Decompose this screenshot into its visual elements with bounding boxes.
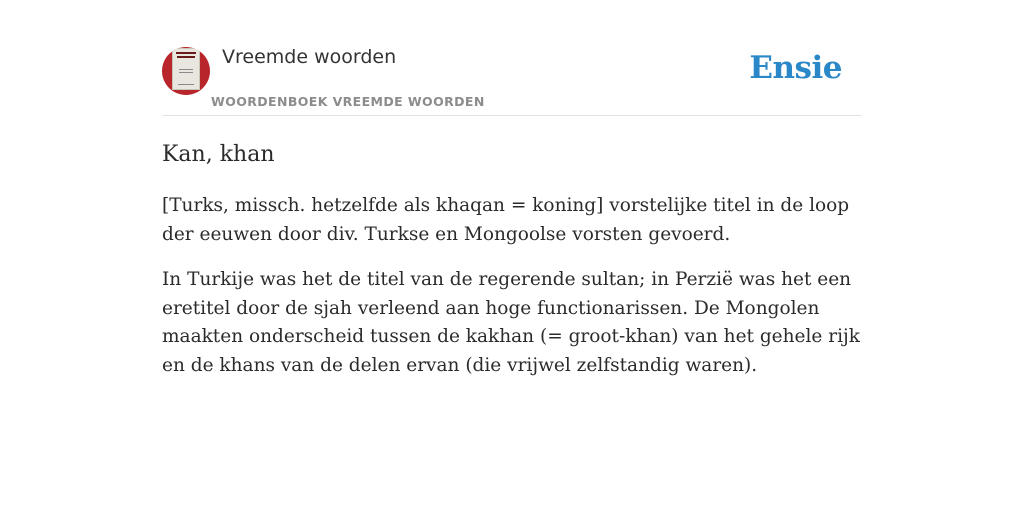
entry-header [162, 44, 862, 116]
entry-paragraph-2: In Turkije was het de titel van de regerende sultan; in Perzië was het een eretitel door de sjah verleend aan hoge functionarissen. De Mongolen maakten onderscheid tussen de kakhan (= groot-khan) van het gehele rijk en de khans van de delen ervan (die vrijwel zelfstandig waren). [162, 269, 860, 376]
entry-card [162, 44, 862, 380]
entry-term: Kan, khan [162, 142, 275, 167]
source-book-title[interactable]: Vreemde woorden [222, 46, 397, 68]
entry-paragraph-1: [Turks, missch. hetzelfde als khaqan = koning] vorstelijke titel in de loop der eeuwen door div. Turkse en Mongoolse vorsten gevoerd. [162, 195, 850, 245]
book-cover-icon[interactable] [162, 47, 210, 95]
brand-logo[interactable]: Ensie [749, 50, 842, 86]
source-subtitle[interactable]: WOORDENBOEK VREEMDE WOORDEN [211, 94, 485, 109]
book-cover-image [173, 49, 199, 89]
